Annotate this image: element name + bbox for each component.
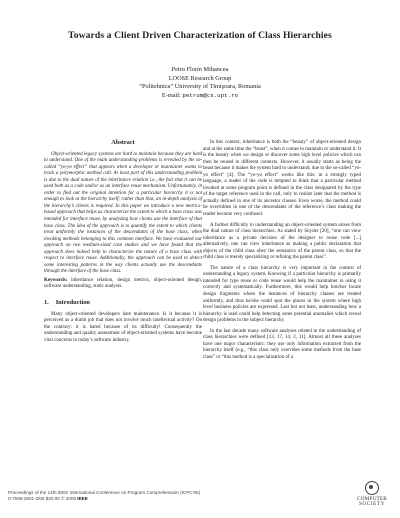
section-heading-introduction — [44, 300, 202, 307]
right-paragraph-4: In the last decade many software analyses related to the understanding of class hierarchies were defined [13, 17, 14, 2, 11]. Almost all these analyses have one major characteristic: they use only information extracted from the hierarchy itself (e.g., “this class only overrides some methods from the base class” or “this method is a specialization of a — [203, 328, 361, 360]
abstract-text: Object-oriented legacy systems are hard to maintain because they are hard to understand. One of the main understanding problems is revealed by the so-called “yo-yo effect” that appears when a developer or maintainer wants to track a polymorphic method call. At least part of this understanding problem is due to the dual nature of the inheritance relation i.e., the fact that it can be used both as a code and/or as an interface reuse mechanism. Unfortunately, in order to find out the original intention for a particular hierarchy it is not enough to look at the hierarchy itself; rather than that, an in-depth analysis of the hierarchy’s clients is required. In this paper we introduce a new metrics-based approach that helps us characterize the extent to which a base class was intended for interface reuse, by analyzing how clients use the interface of that base class. The idea of the approach is to quantify the extent to which clients treat uniformly the instances of the descendants of the base class, when invoking methods belonging to this common interface. We have evaluated our approach on two medium-sized case studies and we have found that the approach does indeed help to characterize the nature of a base class with respect to interface reuse. Additionally, the approach can be used to detect some interesting patterns in the way clients actually use the descendants through the interface of the base class. — [44, 151, 202, 275]
computer-society-logo — [355, 481, 389, 511]
ieee-brand: IEEE — [77, 496, 88, 501]
logo-line-2: SOCIETY — [358, 501, 386, 507]
section-title: Introduction — [55, 299, 90, 307]
keywords-label: Keywords: — [44, 277, 68, 283]
author-email-line — [0, 92, 400, 101]
author-block — [0, 66, 400, 100]
right-paragraph-3: The nature of a class hierarchy is very important in the context of understanding a legacy system. Knowing if a particular hierarchy is primarily intended for type reuse or code reuse would help the maintainer in using it correctly and systematically. Furthermore, this would help him/her locate design fragments where the instances of hierarchy classes are treated uniformly, and thus he/she could spot the places in the system where high level business policies are expressed. Last but not least, understanding how a hierarchy is used could help detecting some potential anomalies which reveal design problems in the subject hierarchy. — [203, 265, 361, 324]
right-paragraph-2: A further difficulty in understanding an object-oriented system arises from the dual nature of class hierarchies. As stated by Snyder [20], “one can view inheritance as a private decision of the designer to reuse code [...] alternatively, one can view inheritance as making a public declaration that objects of the child class obey the semantics of the parent class, so that the child class is merely specializing or refining the parent class”. — [203, 222, 361, 261]
right-paragraph-1: In this context, inheritance is both the “beauty” of object-oriented design and at the same time the “beast”, when it comes to maintain or understand it. It is the beauty when we design or discover some high level policies which can then be reused in different contexts. However, it usually starts as being the beast because it makes the system hard to understand, due to the so-called “yo-yo effect” [4]. The “yo-yo effect” works like this: in a strongly typed language, a reader of the code is tempted to think that a particular method invoked at some program point is defined in the class designated by the type of the target reference used in the call, only to realize later that the method is actually defined in one of its ancestor classes. Even worse, the method could be overridden in one of the descendants of the reference’s class making the reader become very confused. — [203, 140, 362, 218]
footer-copyright: 0-7695-2601-2/06 $20.00 © 2006 — [8, 496, 77, 501]
left-column — [44, 140, 202, 348]
author-group: LOOSE Research Group — [168, 74, 232, 82]
author-name: Petru Florin Mihancea — [171, 66, 229, 73]
keywords-text: inheritance relation, design metrics, object-oriented design, software understanding, static analysis. — [44, 277, 203, 290]
computer-society-logo-icon — [365, 481, 379, 495]
author-email[interactable]: petrum@cs.upt.ro — [182, 91, 239, 99]
author-affiliation: “Politehnica” University of Timişoara, Romania — [139, 83, 261, 91]
footer-line-2 — [8, 496, 200, 502]
abstract-heading: Abstract — [111, 139, 135, 146]
email-label: E-mail: — [161, 91, 181, 99]
logo-line-1: COMPUTER — [357, 496, 387, 502]
proceedings-footer — [8, 490, 200, 502]
footer-line-1: Proceedings of the 14th IEEE International Conference on Program Comprehension (ICPC'06) — [8, 490, 201, 495]
intro-paragraph: Many object-oriented developers hate maintenance. Is it because it is perceived as a dumb job that does not involve much intellectual activity? On the contrary: it is hated because of its difficulty! Consequently the understanding and quality assessment of object-oriented systems have become vital concerns in today’s software industry. — [44, 311, 202, 343]
right-column — [203, 140, 361, 366]
section-number: 1. — [44, 299, 49, 307]
paper-title: Towards a Client Driven Characterization of Class Hierarchies — [68, 30, 332, 41]
keywords — [44, 278, 202, 291]
